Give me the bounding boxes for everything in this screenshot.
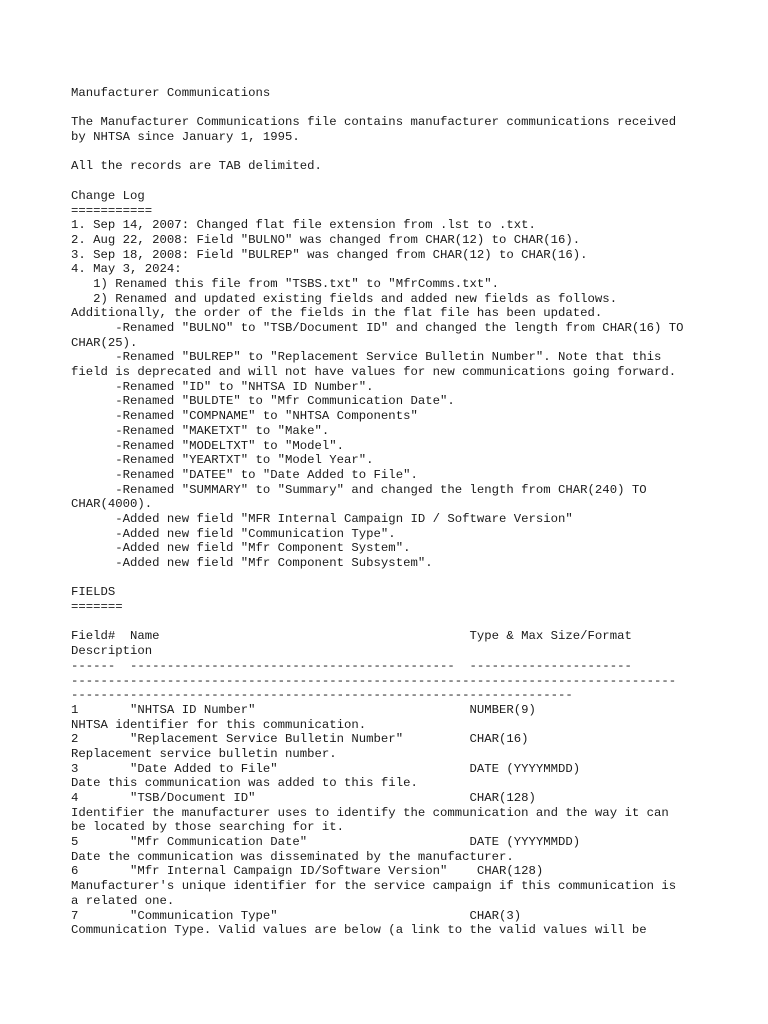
text-line: 2 "Replacement Service Bulletin Number" CHAR(16) (71, 732, 529, 747)
text-line: Manufacturer's unique identifier for the service campaign if this communication is (71, 879, 677, 894)
text-line: 2) Renamed and updated existing fields and added new fields as follows. (71, 291, 618, 306)
text-line: CHAR(25). (71, 335, 138, 350)
text-line: 3 "Date Added to File" DATE (YYYYMMDD) (71, 761, 581, 776)
text-line: -Renamed "COMPNAME" to "NHTSA Components" (71, 409, 418, 424)
text-line: by NHTSA since January 1, 1995. (71, 130, 300, 145)
text-line: -Renamed "MODELTXT" to "Model". (71, 438, 345, 453)
text-line: Date the communication was disseminated by the manufacturer. (71, 849, 514, 864)
text-line: ---------------------------------------------------------------------------------- (71, 673, 677, 688)
text-line: Replacement service bulletin number. (71, 746, 337, 761)
text-line: 3. Sep 18, 2008: Field "BULREP" was changed from CHAR(12) to CHAR(16). (71, 247, 588, 262)
text-line: a related one. (71, 893, 175, 908)
text-line: Identifier the manufacturer uses to identify the communication and the way it can (71, 805, 669, 820)
text-line: Description (71, 644, 153, 659)
text-line: All the records are TAB delimited. (71, 159, 322, 174)
text-line: -Renamed "ID" to "NHTSA ID Number". (71, 379, 374, 394)
text-line: NHTSA identifier for this communication. (71, 717, 367, 732)
text-line: ======= (71, 600, 123, 615)
text-line: 1. Sep 14, 2007: Changed flat file extension from .lst to .txt. (71, 218, 536, 233)
text-line: -Renamed "MAKETXT" to "Make". (71, 423, 330, 438)
text-line: CHAR(4000). (71, 497, 153, 512)
text-line: Field# Name Type & Max Size/Format (71, 629, 632, 644)
text-line: 1) Renamed this file from "TSBS.txt" to "MfrComms.txt". (71, 276, 500, 291)
text-line: -Renamed "DATEE" to "Date Added to File". (71, 467, 418, 482)
text-line: The Manufacturer Communications file contains manufacturer communications received (71, 115, 677, 130)
text-line: 2. Aug 22, 2008: Field "BULNO" was changed from CHAR(12) to CHAR(16). (71, 232, 581, 247)
text-line: Change Log (71, 188, 145, 203)
text-line: -Renamed "BULREP" to "Replacement Service Bulletin Number". Note that this (71, 350, 662, 365)
text-line: FIELDS (71, 585, 116, 600)
text-line: 1 "NHTSA ID Number" NUMBER(9) (71, 702, 536, 717)
text-line (71, 101, 761, 116)
text-line: -------------------------------------------------------------------- (71, 688, 573, 703)
text-line: be located by those searching for it. (71, 820, 345, 835)
text-line: 6 "Mfr Internal Campaign ID/Software Version" CHAR(128) (71, 864, 544, 879)
text-line: -Added new field "MFR Internal Campaign ID / Software Version" (71, 511, 573, 526)
text-line: -Renamed "BULDTE" to "Mfr Communication Date". (71, 394, 455, 409)
text-line: 5 "Mfr Communication Date" DATE (YYYYMMDD) (71, 835, 581, 850)
text-line (71, 145, 761, 160)
text-line: -Renamed "SUMMARY" to "Summary" and changed the length from CHAR(240) TO (71, 482, 647, 497)
text-line: ------ -------------------------------------------- ---------------------- (71, 658, 632, 673)
text-line: -Added new field "Communication Type". (71, 526, 396, 541)
text-line: Date this communication was added to this file. (71, 776, 418, 791)
text-line (71, 174, 761, 189)
text-line (71, 571, 761, 586)
text-line: Manufacturer Communications (71, 86, 271, 100)
text-line: -Added new field "Mfr Component System". (71, 541, 411, 556)
text-line (71, 615, 761, 630)
text-line: field is deprecated and will not have values for new communications going forward. (71, 365, 677, 380)
text-line: 4. May 3, 2024: (71, 262, 182, 277)
text-line: -Added new field "Mfr Component Subsystem". (71, 556, 433, 570)
text-line: Additionally, the order of the fields in the flat file has been updated. (71, 306, 603, 321)
text-line: Communication Type. Valid values are below (a link to the valid values will be (71, 923, 647, 938)
document-page (71, 86, 761, 938)
text-line: -Renamed "BULNO" to "TSB/Document ID" and changed the length from CHAR(16) TO (71, 321, 684, 335)
text-line: -Renamed "YEARTXT" to "Model Year". (71, 453, 374, 468)
text-line: =========== (71, 203, 153, 218)
text-line: 7 "Communication Type" CHAR(3) (71, 908, 522, 923)
text-line: 4 "TSB/Document ID" CHAR(128) (71, 791, 536, 805)
